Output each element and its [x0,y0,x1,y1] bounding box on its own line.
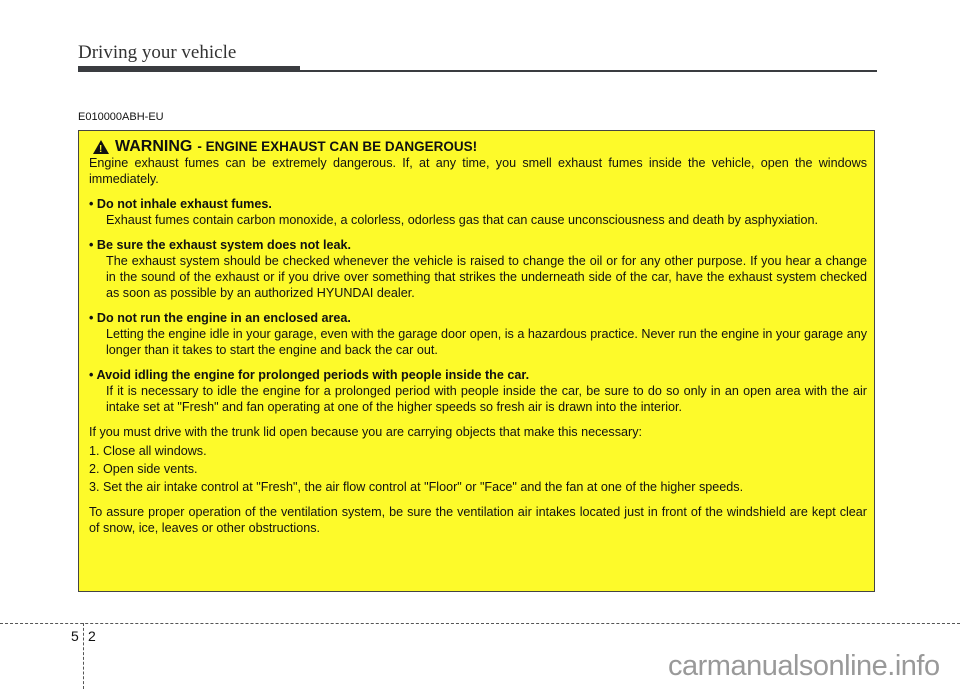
warning-item [89,310,867,358]
warning-closing: To assure proper operation of the ventilation system, be sure the ventilation air intakes located just in front of the windshield are kept clear of snow, ice, leaves or other obstructions. [89,505,867,535]
item-body: Exhaust fumes contain carbon monoxide, a colorless, odorless gas that can cause unconsciousness and death by asphyxiation. [106,213,818,227]
warning-heading [93,139,867,155]
header-bar [78,66,300,72]
item-heading: • Avoid idling the engine for prolonged periods with people inside the car. [89,368,530,382]
warning-subtitle: - ENGINE EXHAUST CAN BE DANGEROUS! [197,139,478,154]
chapter-number: 5 [71,628,79,644]
item-body: Letting the engine idle in your garage, even with the garage door open, is a hazardous practice. Never run the engine in your garage any longer than it takes to start the engine and back the car out. [106,327,867,357]
warning-triangle-icon [93,140,109,154]
footer-divider [83,623,84,689]
step: 3. Set the air intake control at "Fresh", the air flow control at "Floor" or "Face" and the fan at one of the higher speeds. [89,480,744,494]
page-header-title: Driving your vehicle [78,42,237,63]
warning-item [89,196,867,228]
item-heading: • Be sure the exhaust system does not leak. [89,238,351,252]
warning-intro: Engine exhaust fumes can be extremely dangerous. If, at any time, you smell exhaust fumes inside the vehicle, open the windows immediately. [89,156,867,186]
warning-label: WARNING [115,138,193,155]
watermark: carmanualsonline.info [668,650,940,682]
warning-box [78,130,875,592]
item-body: The exhaust system should be checked whenever the vehicle is raised to change the oil or for any other purpose. If you hear a change in the sound of the exhaust or if you drive over something that strikes the underneath side of the car, have the exhaust system checked as soon as possible by an authorized HYUNDAI dealer. [106,254,867,300]
item-body: If it is necessary to idle the engine for a prolonged period with people inside the car, be sure to do so only in an open area with the air intake set at "Fresh" and fan operating at one of the higher speeds so fresh air is drawn into the interior. [106,384,867,414]
item-heading: • Do not run the engine in an enclosed area. [89,311,351,325]
step: 1. Close all windows. [89,444,207,458]
page-number: 2 [88,628,96,644]
warning-item [89,237,867,301]
step: 2. Open side vents. [89,462,198,476]
item-heading: • Do not inhale exhaust fumes. [89,197,272,211]
section-code: E010000ABH-EU [78,111,164,123]
footer-rule [0,623,960,624]
trunk-intro: If you must drive with the trunk lid open because you are carrying objects that make this necessary: [89,425,642,439]
header-rule [300,70,877,72]
warning-item [89,367,867,415]
